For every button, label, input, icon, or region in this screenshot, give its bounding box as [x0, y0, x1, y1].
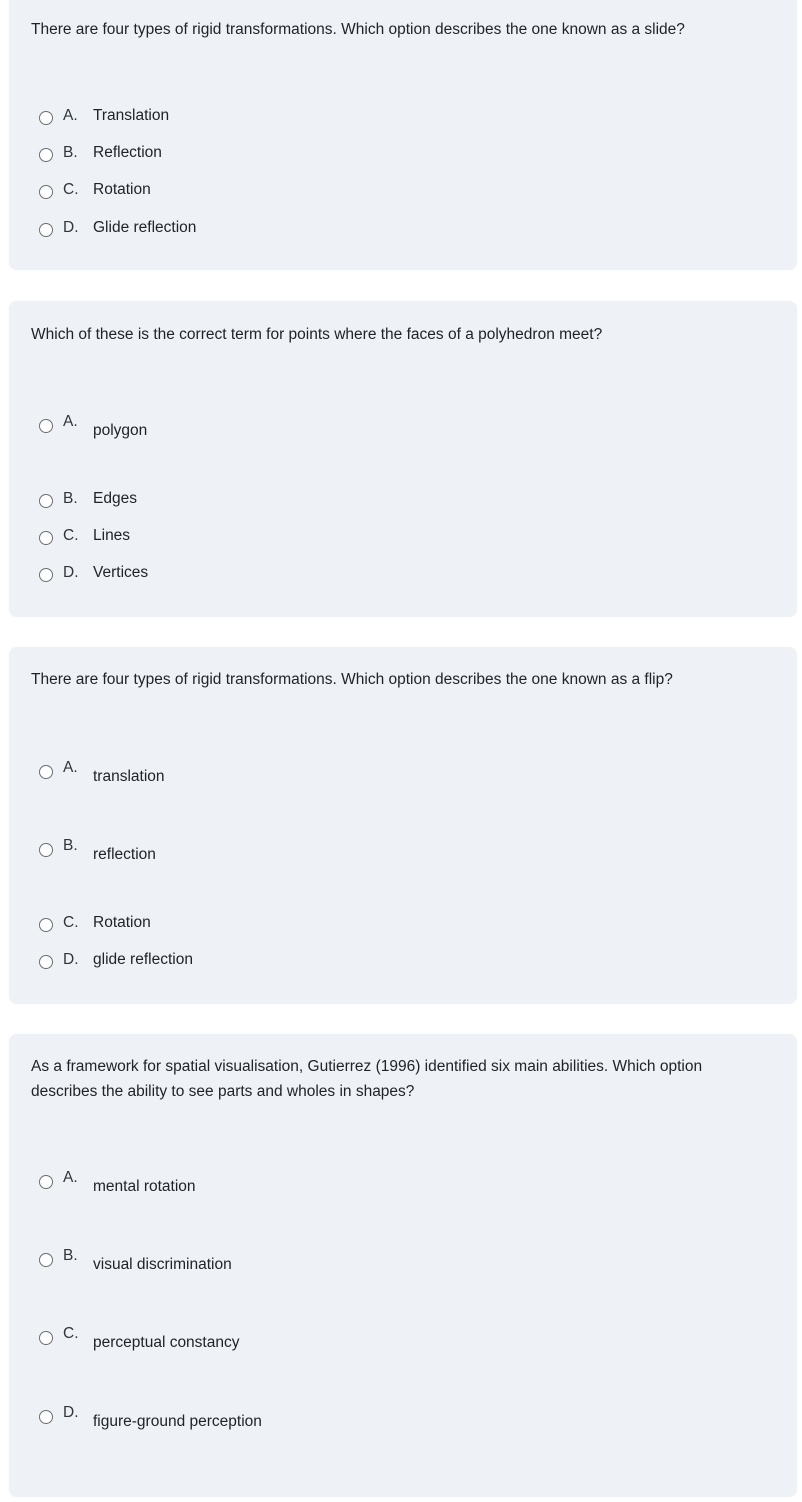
- option-letter: B.: [63, 490, 78, 507]
- option-letter: B.: [63, 837, 78, 854]
- option-label: Translation: [93, 107, 170, 124]
- option-letter: A.: [63, 759, 78, 776]
- radio-button[interactable]: [39, 111, 53, 125]
- radio-button[interactable]: [39, 223, 53, 237]
- radio-button[interactable]: [39, 1410, 53, 1424]
- option-label: translation: [93, 768, 165, 785]
- option-label: polygon: [93, 422, 148, 439]
- question-text: There are four types of rigid transformations. Which option describes the one known as a flip?: [31, 671, 673, 688]
- radio-button[interactable]: [39, 765, 53, 779]
- option-letter: B.: [63, 1247, 78, 1264]
- option-label: glide reflection: [93, 951, 193, 968]
- option-letter: C.: [63, 914, 79, 931]
- radio-button[interactable]: [39, 918, 53, 932]
- option-label: Rotation: [93, 914, 151, 931]
- option-letter: D.: [63, 1404, 79, 1421]
- option-letter: D.: [63, 951, 79, 968]
- radio-button[interactable]: [39, 148, 53, 162]
- question-card-2: [9, 301, 797, 617]
- option-label: Lines: [93, 527, 131, 544]
- option-letter: C.: [63, 181, 79, 198]
- question-card-3: [9, 647, 797, 1004]
- question-text: As a framework for spatial visualisation, Gutierrez (1996) identified six main abilities. Which option describes the ability to see parts and wholes in shapes?: [31, 1058, 703, 1100]
- radio-button[interactable]: [39, 1331, 53, 1345]
- radio-button[interactable]: [39, 955, 53, 969]
- option-letter: A.: [63, 107, 78, 124]
- radio-button[interactable]: [39, 531, 53, 545]
- radio-button[interactable]: [39, 419, 53, 433]
- radio-button[interactable]: [39, 494, 53, 508]
- option-label: figure-ground perception: [93, 1413, 262, 1430]
- radio-button[interactable]: [39, 843, 53, 857]
- question-text: There are four types of rigid transformations. Which option describes the one known as a slide?: [31, 21, 685, 38]
- option-label: perceptual constancy: [93, 1334, 240, 1351]
- option-letter: B.: [63, 144, 78, 161]
- option-label: Edges: [93, 490, 137, 507]
- question-text: Which of these is the correct term for points where the faces of a polyhedron meet?: [31, 326, 603, 343]
- radio-button[interactable]: [39, 185, 53, 199]
- option-letter: D.: [63, 219, 79, 236]
- option-label: visual discrimination: [93, 1256, 232, 1273]
- option-label: Rotation: [93, 181, 151, 198]
- option-letter: A.: [63, 1169, 78, 1186]
- option-letter: C.: [63, 1325, 79, 1342]
- question-card-1: [9, 0, 797, 270]
- option-label: Reflection: [93, 144, 162, 161]
- option-letter: A.: [63, 413, 78, 430]
- radio-button[interactable]: [39, 1253, 53, 1267]
- option-label: mental rotation: [93, 1178, 196, 1195]
- option-label: Vertices: [93, 564, 149, 581]
- question-card-4: [9, 1034, 797, 1497]
- option-letter: C.: [63, 527, 79, 544]
- radio-button[interactable]: [39, 568, 53, 582]
- option-label: Glide reflection: [93, 219, 197, 236]
- radio-button[interactable]: [39, 1175, 53, 1189]
- option-label: reflection: [93, 846, 156, 863]
- option-letter: D.: [63, 564, 79, 581]
